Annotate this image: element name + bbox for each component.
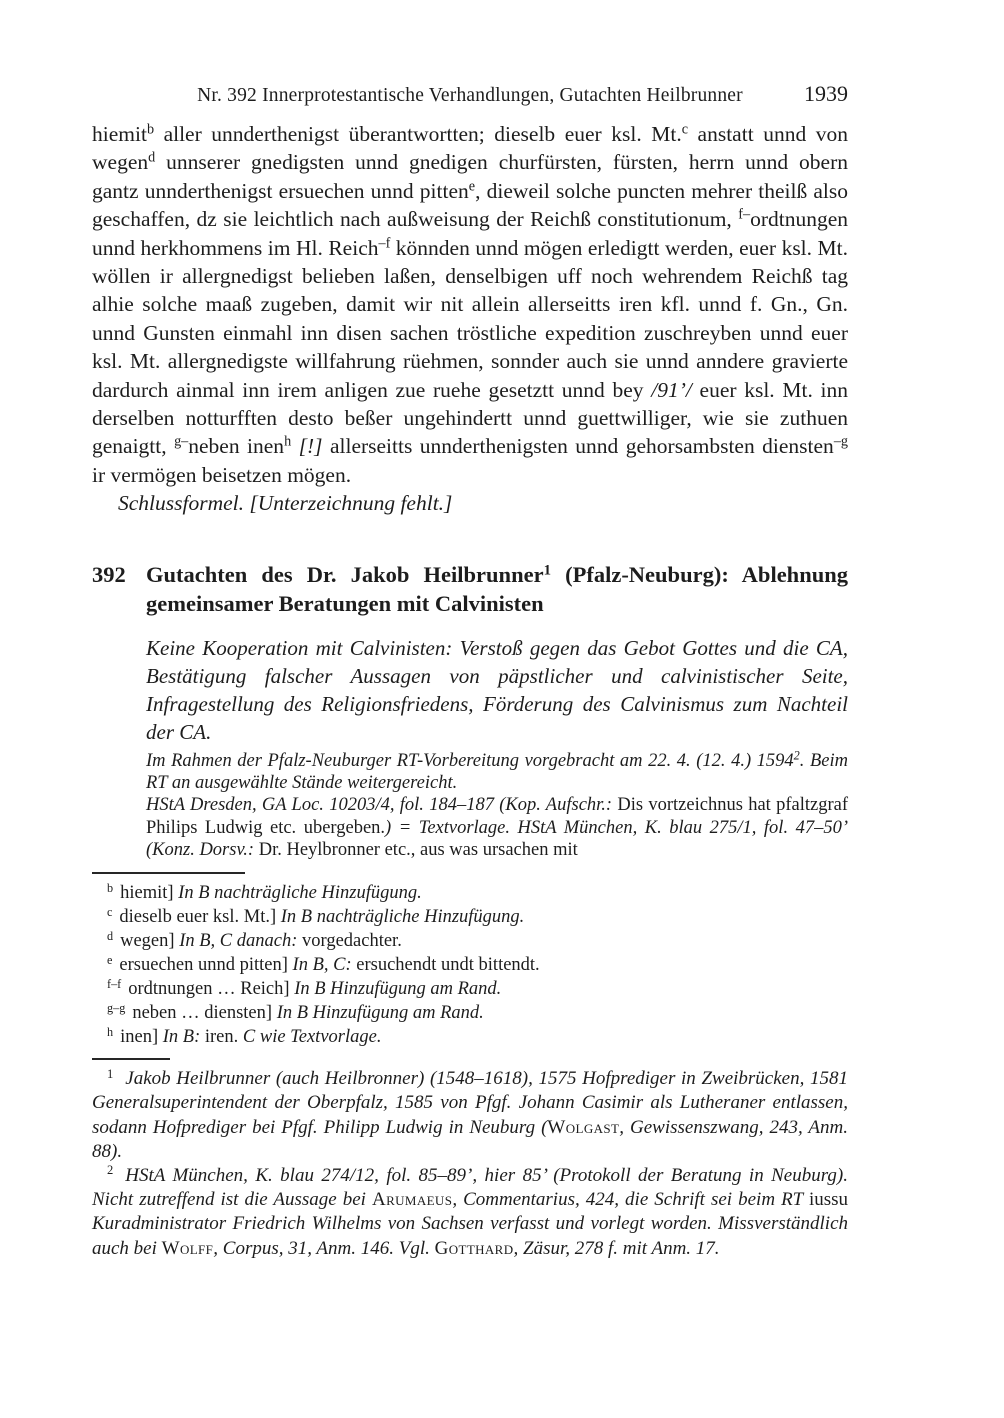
critical-notes-separator bbox=[92, 872, 245, 874]
critical-note-text: hiemit] In B nachträgliche Hinzufügung. bbox=[120, 883, 422, 904]
entry-provenance bbox=[146, 750, 848, 861]
entry-summary: Keine Kooperation mit Calvinisten: Verstoß gegen das Gebot Gottes und die CA, Bestätigung falscher Aussagen von päpstlicher und calvinistischer Seite, Infragestellung des Religionsfriedens, Förderung des Calvinismus zum Nachteil der CA. bbox=[146, 635, 848, 744]
provenance-paragraph-2: HStA Dresden, GA Loc. 10203/4, fol. 184–187 (Kop. Aufschr.: Dis vortzeichnus hat pfaltzgraf Philips Ludwig etc. ubergeben.) = Textvorlage. HStA München, K. blau 275/1, fol. 47–50’ (Konz. Dorsv.: Dr. Heylbronner etc., aus was ursachen mit bbox=[146, 795, 849, 860]
critical-note-b bbox=[92, 881, 848, 905]
footnote-label: 1 bbox=[107, 1066, 114, 1081]
critical-note-f bbox=[92, 977, 848, 1001]
critical-note-text: inen] In B: iren. C wie Textvorlage. bbox=[120, 1027, 382, 1048]
critical-note-label: h bbox=[107, 1024, 114, 1039]
closing-formula: Schlussformel. [Unterzeichnung fehlt.] bbox=[118, 491, 453, 516]
footnotes bbox=[92, 1067, 848, 1261]
footnote-text: HStA München, K. blau 274/12, fol. 85–89’, hier 85’ (Protokoll der Beratung in Neuburg). Nicht zutreffend ist die Aussage bei Arumaeus, Commentarius, 424, die Schrift sei beim RT iussu Kuradministrator Friedrich Wilhelms von Sachsen verfasst und vorlegt worden. Missverständlich auch bei Wolff, Corpus, 31, Anm. 146. Vgl. Gotthard, Zäsur, 278 f. mit Anm. 17. bbox=[92, 1164, 849, 1259]
footnote-text: Jakob Heilbrunner (auch Heilbronner) (1548–1618), 1575 Hofprediger in Zweibrücken, 1581 Generalsuperintendent der Oberpfalz, 1585 von Pfgf. Johann Casimir als Lutheraner entlassen, sodann Hofprediger bei Pfgf. Philipp Ludwig in Neuburg (Wolgast, Gewissenszwang, 243, Anm. 88). bbox=[92, 1068, 848, 1162]
main-text-paragraph: hiemit$^b$ aller unnderthenigst überantwortten; dieselb euer ksl. Mt.$^c$ anstatt unnd von wegen$^d$ unnserer gnedigsten unnd gnedigen churfürsten, fürsten, herrn unnd obern gantz unnderthenigst ersuechen unnd pitten$^e$, dieweil solche puncten mehrer theilß also geschaffen, dz sie leichtlich nach außweisung der Reichß constitutionum, $^{f-}$ordtnungen unnd herkhommens im Hl. Reich$^{-f}$ könnden unnd mögen erledigtt werden, euer ksl. Mt. wöllen ir allergnedigst belieben laßen, denselbigen uff noch wehrendem Reichß tag alhie solche maaß zugeben, damit wir nit allein allerseitts iren kfl. unnd f. Gn., Gn. unnd Gunsten einmahl inn disen sachen tröstliche expedition zuschreyben unnd euer ksl. Mt. allergnedigste willfahrung rüehmen, sonnder auch sie unnd anndere gravierte dardurch ainmal inn irem anligen zue ruehe gesetztt unnd bey /91’/ euer ksl. Mt. inn derselben notturfften desto beßer ungehindertt unnd guettwilliger, wie sie zuthuen genaigtt, $^{g-}$neben inen$^h$ [!] allerseitts unnderthenigsten unnd gehorsambsten diensten$^{-g}$ ir vermögen beisetzen mögen. bbox=[92, 121, 848, 487]
critical-note-label: e bbox=[107, 952, 113, 967]
running-header bbox=[92, 81, 848, 107]
footnote-2 bbox=[92, 1164, 848, 1261]
critical-note-c bbox=[92, 905, 848, 929]
entry-number: 392 bbox=[92, 561, 126, 587]
footnote-label: 2 bbox=[107, 1163, 114, 1178]
critical-notes bbox=[92, 881, 848, 1049]
critical-note-label: g–g bbox=[107, 1000, 126, 1015]
critical-note-text: dieselb euer ksl. Mt.] In B nachträgliche Hinzufügung. bbox=[119, 907, 525, 928]
footnotes-separator bbox=[92, 1058, 170, 1060]
critical-note-g bbox=[92, 1001, 848, 1025]
running-title: Nr. 392 Innerprotestantische Verhandlungen, Gutachten Heilbrunner bbox=[197, 85, 743, 106]
critical-note-e bbox=[92, 953, 848, 977]
provenance-paragraph-1: Im Rahmen der Pfalz-Neuburger RT-Vorbereitung vorgebracht am 22. 4. (12. 4.) 1594$^2$. Beim RT an ausgewählte Stände weitergereicht. bbox=[146, 748, 848, 793]
critical-note-text: ersuechen unnd pitten] In B, C: ersuchendt undt bittendt. bbox=[119, 955, 540, 976]
page-number: 1939 bbox=[804, 81, 848, 106]
entry-title: Gutachten des Dr. Jakob Heilbrunner$^1$ (Pfalz-Neuburg): Ablehnung gemeinsamer Beratungen mit Calvinisten bbox=[146, 561, 848, 616]
critical-note-d bbox=[92, 929, 848, 953]
critical-note-label: c bbox=[107, 904, 113, 919]
critical-note-text: ordtnungen … Reich] In B Hinzufügung am Rand. bbox=[128, 979, 502, 1000]
critical-note-label: d bbox=[107, 928, 114, 943]
critical-note-label: f–f bbox=[107, 976, 122, 991]
critical-note-h bbox=[92, 1025, 848, 1049]
entry-heading bbox=[92, 560, 848, 618]
critical-note-text: wegen] In B, C danach: vorgedachter. bbox=[120, 931, 402, 952]
critical-note-label: b bbox=[107, 880, 114, 895]
critical-note-text: neben … diensten] In B Hinzufügung am Rand. bbox=[132, 1003, 484, 1024]
footnote-1 bbox=[92, 1067, 848, 1164]
